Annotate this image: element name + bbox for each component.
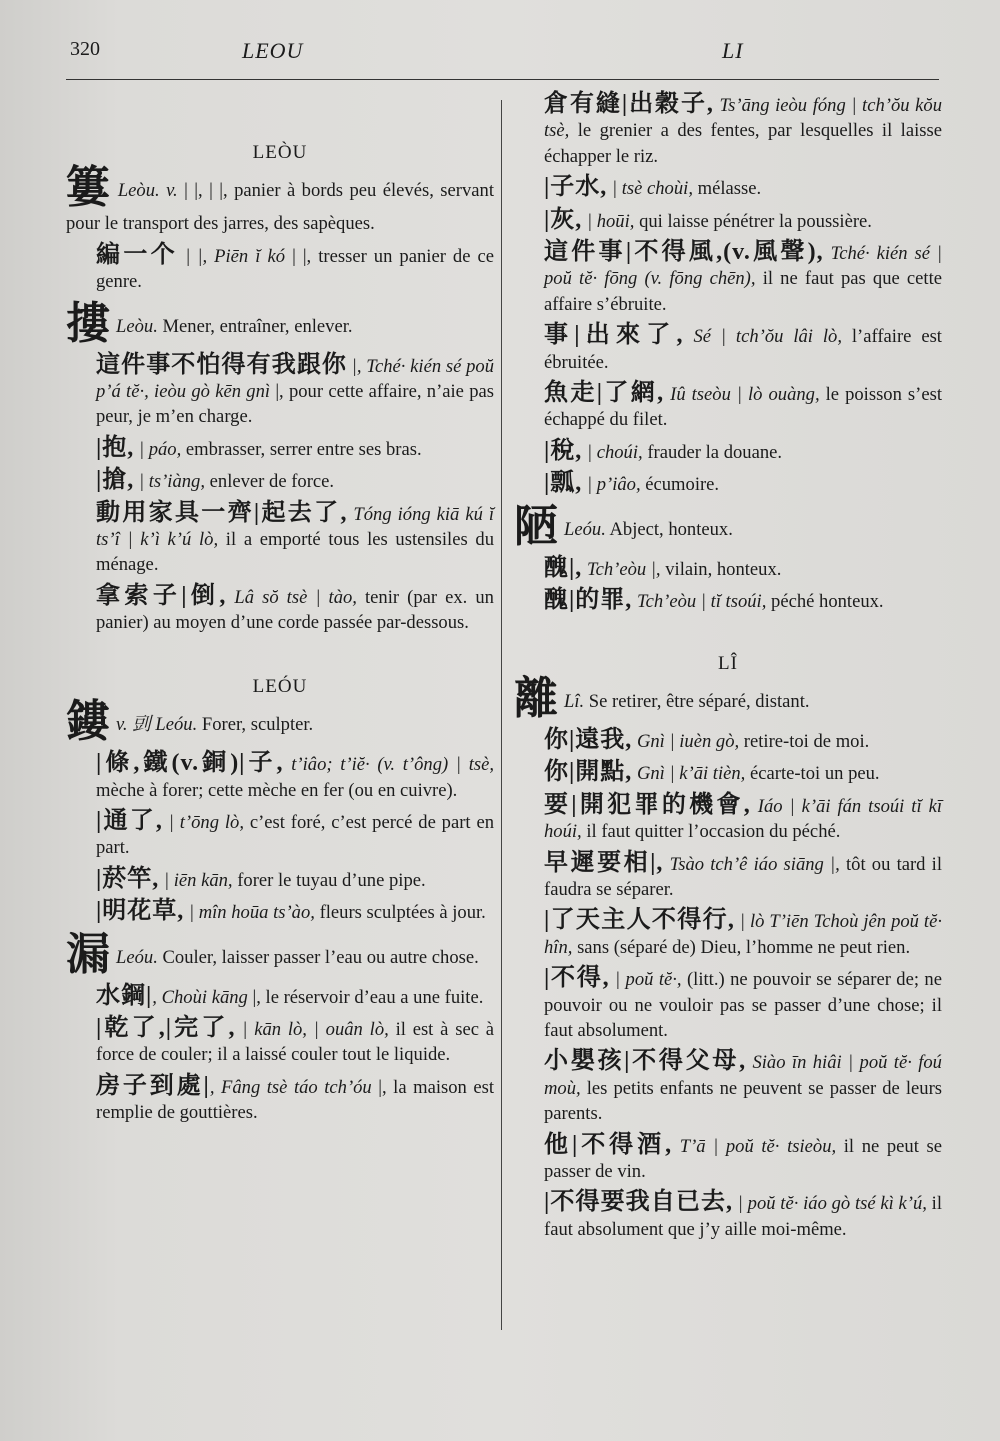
chinese-phrase: 拿索子|倒, xyxy=(96,582,227,609)
chinese-phrase: 這件事不怕得有我跟你 xyxy=(96,351,348,378)
example-entry xyxy=(514,851,942,903)
dictionary-entry xyxy=(66,699,494,745)
definition: écumoire. xyxy=(640,474,720,496)
definition: |, le réservoir d’eau a une fuite. xyxy=(247,986,484,1008)
headword: 陋 xyxy=(514,501,558,551)
chinese-phrase: |通了, xyxy=(96,807,163,834)
romanization: | poŭ tĕ· iáo gò tsé kì k’ú, xyxy=(733,1193,927,1215)
example-entry xyxy=(66,468,494,494)
chinese-phrase: 房子到處| xyxy=(96,1072,210,1099)
romanization: | páo, xyxy=(134,438,182,460)
example-entry xyxy=(66,867,494,893)
chinese-phrase: |搶, xyxy=(96,467,135,494)
example-entry xyxy=(514,793,942,845)
romanization: | p’iâo, xyxy=(582,474,641,496)
dictionary-entry xyxy=(514,501,942,551)
dictionary-entry xyxy=(66,929,494,979)
definition: retire-toi de moi. xyxy=(739,730,870,752)
romanization: Tché· kién sé | poŭ tĕ· fōng (v. fōng chēn), xyxy=(544,243,943,290)
romanization: Tch’eòu |, xyxy=(582,558,661,580)
romanization: Leóu. xyxy=(564,518,606,540)
chinese-phrase: 你|遠我, xyxy=(544,726,633,753)
chinese-phrase: |條,鐵(v.銅)|子, xyxy=(96,750,284,777)
romanization: | iēn kān, xyxy=(159,869,233,891)
definition: les petits enfants ne peuvent se passer de leurs parents. xyxy=(544,1077,942,1125)
example-entry xyxy=(66,353,494,430)
example-entry xyxy=(514,381,942,433)
definition: (litt.) ne pouvoir se séparer de; ne pouvoir ou ne vouloir pas se passer d’une chose; il faut absolument. xyxy=(544,969,942,1041)
romanization: Ts’āng ieòu fóng | tch’ŏu kŏu tsè, xyxy=(544,95,942,142)
romanization: Lâ sŏ tsè | tào, xyxy=(226,586,357,608)
example-entry xyxy=(514,92,942,169)
chinese-phrase: 動用家具一齊|起去了, xyxy=(96,499,348,526)
chinese-phrase: 水鋼| xyxy=(96,982,153,1009)
romanization: Leòu. v. xyxy=(117,180,178,202)
definition: péché honteux. xyxy=(766,591,884,613)
example-entry xyxy=(514,1190,942,1242)
dictionary-entry xyxy=(66,165,494,236)
example-entry xyxy=(514,240,942,317)
romanization: Iû tseòu | lò ouàng, xyxy=(664,384,820,406)
example-entry xyxy=(66,436,494,462)
headword: 漏 xyxy=(66,929,110,979)
example-entry xyxy=(66,984,494,1010)
example-entry xyxy=(66,899,494,925)
headword: 簍 xyxy=(66,163,112,213)
example-entry xyxy=(514,439,942,465)
romanization: Leóu. xyxy=(116,946,158,968)
chinese-phrase: 他|不得酒, xyxy=(544,1131,673,1158)
dictionary-entry xyxy=(514,673,942,723)
chinese-phrase: |菸竿, xyxy=(96,865,160,892)
romanization: Tóng ióng kiā kú ĭ ts’î | k’ì k’ú lò, xyxy=(96,503,494,551)
headword: 離 xyxy=(514,673,558,723)
chinese-phrase: |不得, xyxy=(544,965,610,992)
example-entry xyxy=(66,584,494,636)
chinese-phrase: 小嬰孩|不得父母, xyxy=(544,1048,747,1075)
romanization: | mîn hoūa ts’ào, xyxy=(184,902,315,924)
chinese-phrase: |稅, xyxy=(544,437,583,464)
definition: le grenier a des fentes, par lesquelles il laisse échapper le riz. xyxy=(544,120,942,167)
chinese-phrase: 早遲要相|, xyxy=(544,849,664,876)
page-number: 320 xyxy=(70,38,100,60)
definition: l’affaire est ébruitée. xyxy=(544,326,942,373)
definition: il a emporté tous les ustensiles du ménage. xyxy=(96,529,495,576)
definition: forer le tuyau d’une pipe. xyxy=(232,869,426,891)
definition: il est à sec à force de couler; il a laissé couler tout le liquide. xyxy=(96,1018,494,1066)
definition: | |, | |, panier à bords peu élevés, servant pour le transport des jarres, des sapèques. xyxy=(66,180,494,235)
definition: il ne faut pas que cette affaire s’ébruite. xyxy=(544,268,943,315)
example-entry xyxy=(514,588,942,614)
romanization: | t’ōng lò, xyxy=(162,811,244,833)
definition: enlever de force. xyxy=(205,471,335,493)
chinese-phrase: |灰, xyxy=(544,206,583,233)
romanization: | |, Piēn ĭ kó xyxy=(178,245,286,267)
romanization: , Choùi kāng xyxy=(152,986,248,1008)
example-entry xyxy=(514,208,942,234)
chinese-phrase: 編一个 xyxy=(96,241,179,268)
chinese-phrase: |明花草, xyxy=(96,898,185,925)
romanization: | hoūi, xyxy=(582,210,635,232)
romanization: Tsào tch’ê iáo siāng |, xyxy=(663,853,840,875)
headword: 鏤 xyxy=(66,697,110,747)
chinese-phrase: |子水, xyxy=(544,174,608,201)
example-entry xyxy=(514,760,942,786)
example-entry xyxy=(66,1016,494,1068)
romanization: Sé | tch’ŏu lâi lò, xyxy=(683,326,842,348)
definition: sans (séparé de) Dieu, l’homme ne peut rien. xyxy=(572,936,911,958)
chinese-phrase: 倉有縫|出穀子, xyxy=(544,91,714,117)
definition: Mener, entraîner, enlever. xyxy=(157,315,353,337)
example-entry xyxy=(66,1074,494,1126)
chinese-phrase: 這件事|不得風,(v.風聲), xyxy=(544,239,824,266)
example-entry xyxy=(514,728,942,754)
example-entry xyxy=(514,1133,942,1185)
example-entry xyxy=(66,751,494,803)
definition: qui laisse pénétrer la poussière. xyxy=(634,210,872,232)
romanization: | ts’iàng, xyxy=(134,471,206,493)
definition: il ne peut se passer de vin. xyxy=(544,1135,942,1182)
romanization: , Fâng tsè táo tch’óu xyxy=(209,1076,372,1098)
chinese-phrase: |瓢, xyxy=(544,470,583,497)
definition: il faut quitter l’occasion du péché. xyxy=(581,821,841,843)
left-column xyxy=(66,92,494,1132)
definition: fleurs sculptées à jour. xyxy=(314,902,486,924)
definition: Couler, laisser passer l’eau ou autre chose. xyxy=(157,946,479,968)
header-rule xyxy=(66,79,939,80)
example-entry xyxy=(514,1049,942,1126)
definition: écarte-toi un peu. xyxy=(745,763,880,785)
romanization: v. 剅 Leóu. xyxy=(116,714,198,736)
definition: |, la maison est remplie de gouttières. xyxy=(96,1076,494,1124)
romanization: |, Tché· kién sé poŭ p’á tĕ·, ieòu gò kēn gnì xyxy=(96,355,495,403)
definition: mélasse. xyxy=(692,178,762,200)
headword: 摟 xyxy=(66,298,110,348)
romanization: Tch’eòu | tĭ tsoúi, xyxy=(632,591,767,613)
definition: il faut absolument que j’y aille moi-même. xyxy=(544,1193,942,1240)
section-heading: LEÓU xyxy=(252,675,308,697)
romanization: | lò T’iēn Tchoù jên poŭ tĕ· hîn, xyxy=(544,911,943,958)
example-entry xyxy=(66,243,494,295)
chinese-phrase: 醜|, xyxy=(544,554,583,581)
romanization: | poŭ tĕ·, xyxy=(609,969,682,991)
romanization: | kān lò, | ouân lò, xyxy=(235,1018,389,1040)
right-column xyxy=(514,92,942,1248)
chinese-phrase: 你|開點, xyxy=(544,759,633,786)
definition: frauder la douane. xyxy=(642,441,783,463)
chinese-phrase: 醜|的罪, xyxy=(544,587,633,614)
romanization: | tsè choùi, xyxy=(607,178,693,200)
example-entry xyxy=(514,471,942,497)
dictionary-entry xyxy=(66,298,494,348)
definition: tenir (par ex. un panier) au moyen d’une corde passée par-dessous. xyxy=(96,586,494,634)
example-entry xyxy=(66,809,494,861)
column-divider xyxy=(501,100,502,1330)
romanization: Iáo | k’āi fán tsoúi tĭ kī hoúi, xyxy=(544,795,942,843)
example-entry xyxy=(514,323,942,375)
definition: tôt ou tard il faudra se séparer. xyxy=(544,853,942,900)
romanization: Leòu. xyxy=(116,315,158,337)
page-header xyxy=(70,38,940,68)
chinese-phrase: |不得要我自已去, xyxy=(544,1189,734,1216)
chinese-phrase: 要|開犯罪的機會, xyxy=(544,791,751,818)
definition: vilain, honteux. xyxy=(660,558,782,580)
romanization: | choúi, xyxy=(582,441,643,463)
example-entry xyxy=(514,556,942,582)
example-entry xyxy=(514,175,942,201)
definition: embrasser, serrer entre ses bras. xyxy=(181,438,422,460)
definition: | |, tresser un panier de ce genre. xyxy=(96,245,495,293)
definition: Se retirer, être séparé, distant. xyxy=(584,690,810,712)
example-entry xyxy=(514,966,942,1043)
definition: c’est foré, c’est percé de part en part. xyxy=(96,811,494,859)
chinese-phrase: |乾了,|完了, xyxy=(96,1014,236,1041)
romanization: t’iâo; t’iĕ· (v. t’ông) | tsè, xyxy=(283,754,494,776)
romanization: Gnì | k’āi tièn, xyxy=(632,763,746,785)
definition: |, pour cette affaire, n’aie pas peur, je m’en charge. xyxy=(96,381,494,428)
section-heading: LÎ xyxy=(718,652,738,674)
definition: Abject, honteux. xyxy=(605,518,733,540)
example-entry xyxy=(514,908,942,960)
definition: le poisson s’est échappé du filet. xyxy=(544,384,942,431)
right-running-head: LI xyxy=(722,38,744,63)
romanization: T’ā | poŭ tĕ· tsieòu, xyxy=(672,1135,837,1157)
romanization: Gnì | iuèn gò, xyxy=(632,730,740,752)
definition: mèche à forer; cette mèche en fer (ou en cuivre). xyxy=(96,779,458,801)
section-heading: LEÒU xyxy=(252,142,308,163)
left-running-head: LEOU xyxy=(242,38,304,63)
romanization: Siào īn hiâi | poŭ tĕ· foú moù, xyxy=(544,1052,942,1099)
example-entry xyxy=(66,501,494,578)
definition: Forer, sculpter. xyxy=(197,714,314,736)
chinese-phrase: 事|出來了, xyxy=(544,322,684,349)
romanization: Lî. xyxy=(564,690,585,712)
chinese-phrase: 魚走|了網, xyxy=(544,380,665,407)
chinese-phrase: |了天主人不得行, xyxy=(544,907,735,934)
chinese-phrase: |抱, xyxy=(96,434,135,461)
